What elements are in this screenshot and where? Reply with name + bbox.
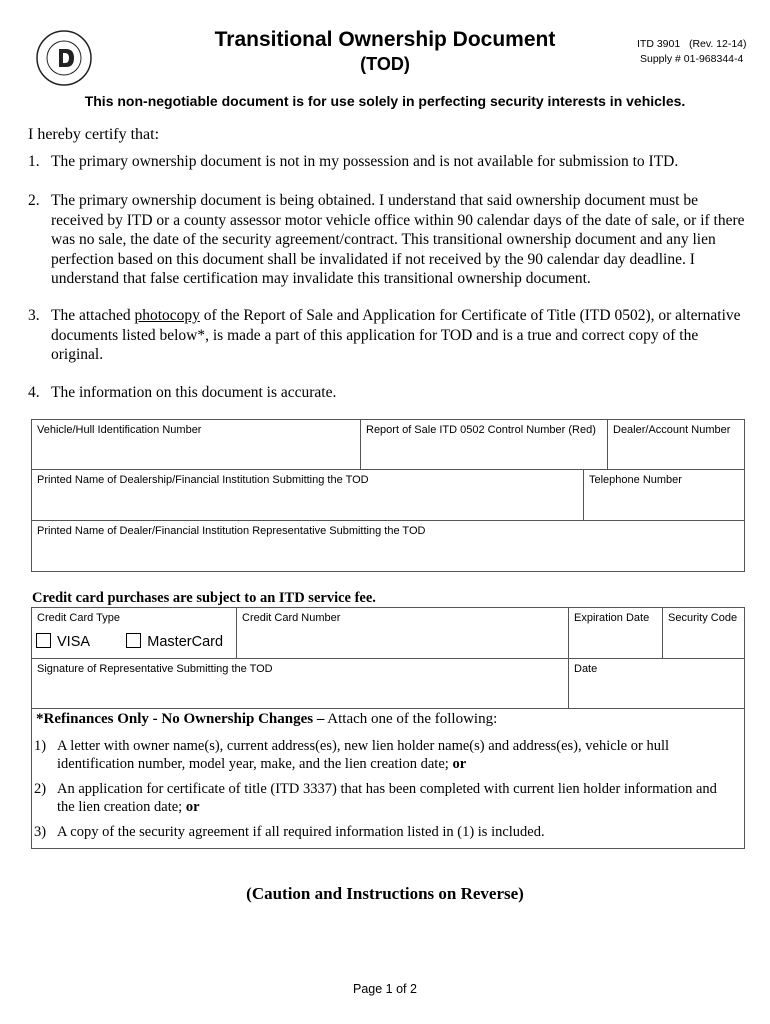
certification-item-2: 2. The primary ownership document is being obtained. I understand that said ownership document must be received by ITD or a county assessor motor vehicle office within 90 calendar days of the date of sale, or if there was no sale, the date of the security agreement/contract. This transitional ownership document and any lien perfection based on this document shall be invalidated if not received by the 90 calendar day deadline. I understand that false certification may invalidate this transitional ownership document. bbox=[28, 192, 745, 287]
refinance-item-3: 3) A copy of the security agreement if all required information listed in (1) is included. bbox=[34, 824, 545, 840]
caution-note: (Caution and Instructions on Reverse) bbox=[246, 884, 524, 903]
card-type-options bbox=[36, 633, 223, 650]
dealer-account-field[interactable]: Dealer/Account Number bbox=[607, 419, 745, 470]
mastercard-checkbox[interactable] bbox=[126, 633, 141, 648]
telephone-field[interactable]: Telephone Number bbox=[583, 469, 745, 521]
refinance-item-1: 1) A letter with owner name(s), current address(es), new lien holder name(s) and address(es), vehicle or hull identification number, model year, make, and the lien creation date; or bbox=[34, 738, 670, 772]
credit-card-number-field[interactable]: Credit Card Number bbox=[236, 607, 569, 659]
representative-name-field[interactable]: Printed Name of Dealer/Financial Institution Representative Submitting the TOD bbox=[31, 520, 745, 572]
date-field[interactable]: Date bbox=[568, 658, 745, 709]
signature-field[interactable]: Signature of Representative Submitting the TOD bbox=[31, 658, 569, 709]
supply-number: Supply # 01-968344-4 bbox=[640, 53, 744, 65]
security-code-field[interactable]: Security Code bbox=[662, 607, 745, 659]
vin-field[interactable]: Vehicle/Hull Identification Number bbox=[31, 419, 361, 470]
visa-option[interactable]: VISA bbox=[36, 634, 89, 650]
document-title: Transitional Ownership Document bbox=[214, 28, 556, 51]
visa-checkbox[interactable] bbox=[36, 633, 51, 648]
report-of-sale-field[interactable]: Report of Sale ITD 0502 Control Number (Red) bbox=[360, 419, 608, 470]
credit-fee-note: Credit card purchases are subject to an ITD service fee. bbox=[32, 590, 376, 606]
refinance-title: *Refinances Only - No Ownership Changes – Attach one of the following: bbox=[36, 711, 498, 727]
credit-card-type-field: Credit Card Type bbox=[31, 607, 237, 659]
dealership-name-field[interactable]: Printed Name of Dealership/Financial Institution Submitting the TOD bbox=[31, 469, 584, 521]
form-id: ITD 3901 (Rev. 12-14) bbox=[637, 38, 747, 50]
certification-item-4: 4. The information on this document is accurate. bbox=[28, 384, 337, 401]
refinance-item-2: 2) An application for certificate of title (ITD 3337) that has been completed with current lien holder information and the lien creation date; or bbox=[34, 781, 717, 815]
document-subtitle: (TOD) bbox=[360, 54, 410, 74]
itd-seal-logo bbox=[34, 28, 94, 88]
expiration-date-field[interactable]: Expiration Date bbox=[568, 607, 663, 659]
page-number: Page 1 of 2 bbox=[353, 982, 417, 996]
certification-item-3: 3. The attached photocopy of the Report of Sale and Application for Certificate of Title (ITD 0502), or alternative documents listed below*, is made a part of this application for TOD and is a true and correct copy of the original. bbox=[28, 307, 741, 363]
certification-item-1: 1. The primary ownership document is not in my possession and is not available for submission to ITD. bbox=[28, 153, 679, 170]
notice: This non-negotiable document is for use solely in perfecting security interests in vehicles. bbox=[84, 93, 686, 109]
photocopy-term: photocopy bbox=[134, 307, 200, 324]
mastercard-option[interactable]: MasterCard bbox=[126, 634, 223, 650]
certify-intro: I hereby certify that: bbox=[28, 126, 160, 143]
